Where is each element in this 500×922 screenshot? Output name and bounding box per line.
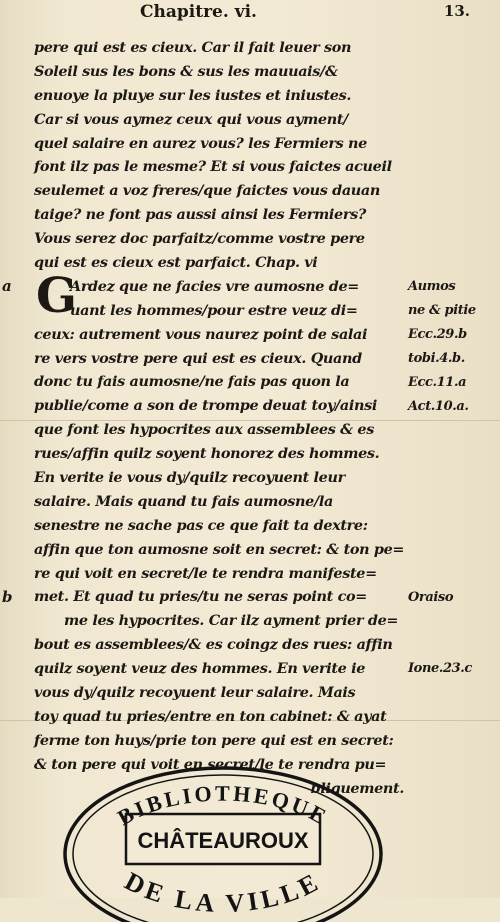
text-line: bliquement. bbox=[310, 779, 404, 797]
text-line: Soleil sus les bons & sus les mauuais/& bbox=[34, 62, 338, 80]
text-line: senestre ne sache pas ce que fait ta dextre: bbox=[34, 516, 368, 534]
verse-mark: b bbox=[2, 587, 13, 606]
text-line: En verite ie vous dy/quilz recoyuent leur bbox=[34, 469, 345, 487]
text-line: uant les hommes/pour estre veuz di= bbox=[70, 301, 358, 319]
page-header bbox=[140, 2, 470, 26]
text-line: enuoye la pluye sur les iustes et iniustes. bbox=[34, 86, 352, 104]
text-line: toy quad tu pries/entre en ton cabinet: & ayat bbox=[34, 707, 387, 725]
marginal-note: tobi.4.b. bbox=[408, 350, 465, 366]
text-line: re qui voit en secret/le te rendra manifeste= bbox=[34, 564, 377, 582]
text-line: me les hypocrites. Car ilz ayment prier de= bbox=[64, 612, 399, 630]
text-line: re vers vostre pere qui est es cieux. Quand bbox=[34, 349, 362, 367]
text-line: bout es assemblees/& es coingz des rues: affin bbox=[34, 636, 393, 654]
stamp-graphic bbox=[58, 762, 388, 922]
text-line: font ilz pas le mesme? Et si vous faictes acueil bbox=[34, 158, 392, 176]
stamp-bottom-text: DE LA VILLE bbox=[120, 866, 326, 919]
marginal-note: Act.10.a. bbox=[408, 398, 469, 414]
text-line: salaire. Mais quand tu fais aumosne/la bbox=[34, 492, 333, 510]
page-number: 13. bbox=[443, 2, 470, 20]
text-line: Ardez que ne facies vre aumosne de= bbox=[70, 277, 359, 295]
verse-mark: a bbox=[2, 277, 12, 295]
marginal-note: Ecc.29.b bbox=[408, 326, 467, 342]
body-text bbox=[34, 36, 406, 801]
marginal-note: Oraiso bbox=[408, 589, 454, 605]
text-line: taige? ne font pas aussi ainsi les Fermiers? bbox=[34, 206, 366, 224]
marginal-note: Aumos bbox=[408, 279, 456, 294]
text-line: ferme ton huys/prie ton pere qui est en secret: bbox=[34, 731, 394, 749]
library-stamp bbox=[58, 762, 388, 922]
text-line: Car si vous aymez ceux qui vous ayment/ bbox=[34, 110, 349, 128]
text-line: ceux: autrement vous naurez point de salai bbox=[34, 325, 368, 343]
text-line: & ton pere qui voit en secret/le te rendra pu= bbox=[34, 755, 387, 773]
text-line: seulemet a voz freres/que faictes vous dauan bbox=[34, 182, 381, 200]
stamp-center-text: CHÂTEAUROUX bbox=[137, 828, 309, 853]
text-line: qui est es cieux est parfaict. Chap. vi bbox=[34, 254, 318, 272]
marginal-note: Ione.23.c bbox=[408, 661, 472, 677]
text-line: met. Et quad tu pries/tu ne seras point co= bbox=[34, 588, 367, 606]
stamp-top-text: BIBLIOTHEQUE bbox=[113, 780, 333, 831]
text-line: publie/come a son de trompe deuat toy/ainsi bbox=[34, 397, 378, 415]
text-line: pere qui est es cieux. Car il fait leuer son bbox=[34, 39, 352, 56]
text-line: quilz soyent veuz des hommes. En verite ie bbox=[34, 660, 366, 678]
text-line: affin que ton aumosne soit en secret: & ton pe= bbox=[34, 540, 405, 558]
drop-capital: G bbox=[36, 268, 77, 324]
text-line: que font les hypocrites aux assemblees & es bbox=[34, 421, 374, 439]
marginal-note: ne & pitie bbox=[408, 302, 476, 318]
text-line: donc tu fais aumosne/ne fais pas quon la bbox=[34, 373, 350, 391]
text-line: quel salaire en aurez vous? les Fermiers ne bbox=[34, 134, 367, 152]
running-title: Chapitre. vi. bbox=[140, 2, 257, 22]
text-line: Vous serez doc parfaitz/comme vostre pere bbox=[34, 230, 365, 248]
text-line: rues/affin quilz soyent honorez des hommes. bbox=[34, 445, 380, 463]
text-line: vous dy/quilz recoyuent leur salaire. Mais bbox=[34, 684, 356, 702]
marginal-note: Ecc.11.a bbox=[408, 374, 467, 390]
